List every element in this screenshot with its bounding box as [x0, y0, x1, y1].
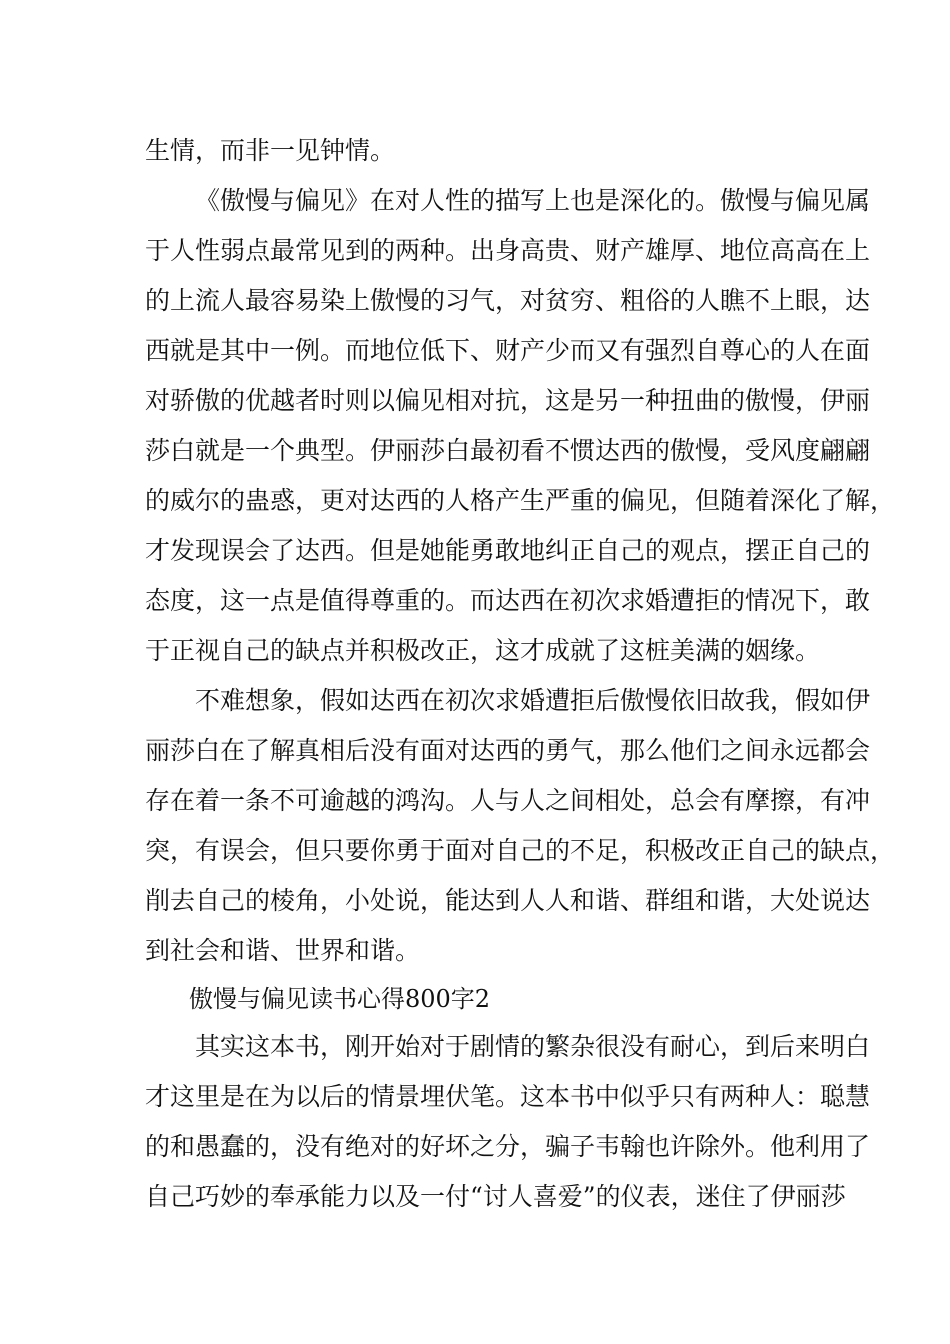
- paragraph-line: [0, 176, 950, 226]
- paragraph-line: [0, 426, 950, 476]
- text-line: 于正视自己的缺点并积极改正，这才成就了这桩美满的姻缘。: [145, 636, 821, 665]
- paragraph-line: [0, 276, 950, 326]
- section-heading: [0, 974, 950, 1024]
- text-line: 才发现误会了达西。但是她能勇敢地纠正自己的观点，摆正自己的: [145, 536, 871, 565]
- paragraph-line: [0, 576, 950, 626]
- paragraph-line: [0, 326, 950, 376]
- text-line: 对骄傲的优越者时则以偏见相对抗，这是另一种扭曲的傲慢，伊丽: [145, 386, 871, 415]
- paragraph-line: [0, 476, 950, 526]
- text-line: 西就是其中一例。而地位低下、财产少而又有强烈自尊心的人在面: [145, 336, 871, 365]
- paragraph-line: [0, 376, 950, 426]
- paragraph-line: [0, 826, 950, 876]
- text-line: 才这里是在为以后的情景埋伏笔。这本书中似乎只有两种人：聪慧: [145, 1082, 871, 1111]
- paragraph-line: [0, 526, 950, 576]
- text-line: 莎白就是一个典型。伊丽莎白最初看不惯达西的傲慢，受风度翩翩: [145, 436, 871, 465]
- text-line: 其实这本书，刚开始对于剧情的繁杂很没有耐心，到后来明白: [195, 1032, 871, 1061]
- text-line: 不难想象，假如达西在初次求婚遭拒后傲慢依旧故我，假如伊: [195, 686, 871, 715]
- text-line: 于人性弱点最常见到的两种。出身高贵、财产雄厚、地位高高在上: [145, 236, 871, 265]
- text-line: 的和愚蠢的，没有绝对的好坏之分，骗子韦翰也许除外。他利用了: [145, 1132, 871, 1161]
- paragraph-line: [0, 876, 950, 926]
- text-line: 生情，而非一见钟情。: [145, 136, 396, 165]
- text-line: 削去自己的棱角，小处说，能达到人人和谐、群组和谐，大处说达: [145, 886, 871, 915]
- paragraph-line: [0, 726, 950, 776]
- paragraph-line: [0, 1022, 950, 1072]
- paragraph-line: [0, 926, 950, 976]
- heading-text: 傲慢与偏见读书心得800字2: [189, 985, 491, 1013]
- text-line: 自己巧妙的奉承能力以及一付“讨人喜爱”的仪表，迷住了伊丽莎: [145, 1182, 846, 1211]
- paragraph-line: [0, 126, 950, 176]
- text-line: 态度，这一点是值得尊重的。而达西在初次求婚遭拒的情况下，敢: [145, 586, 871, 615]
- text-line: 到社会和谐、世界和谐。: [145, 936, 421, 965]
- paragraph-line: [0, 676, 950, 726]
- paragraph-line: [0, 1072, 950, 1122]
- paragraph-line: [0, 1122, 950, 1172]
- paragraph-line: [0, 626, 950, 676]
- text-line: 《傲慢与偏见》在对人性的描写上也是深化的。傲慢与偏见属: [195, 186, 871, 215]
- text-line: 的威尔的蛊惑，更对达西的人格产生严重的偏见，但随着深化了解，: [145, 486, 896, 515]
- text-line: 存在着一条不可逾越的鸿沟。人与人之间相处，总会有摩擦，有冲: [145, 786, 871, 815]
- paragraph-line: [0, 226, 950, 276]
- paragraph-line: [0, 1172, 950, 1222]
- text-line: 的上流人最容易染上傲慢的习气，对贫穷、粗俗的人瞧不上眼，达: [145, 286, 871, 315]
- text-line: 突，有误会，但只要你勇于面对自己的不足，积极改正自己的缺点，: [145, 836, 896, 865]
- paragraph-line: [0, 776, 950, 826]
- text-line: 丽莎白在了解真相后没有面对达西的勇气，那么他们之间永远都会: [145, 736, 871, 765]
